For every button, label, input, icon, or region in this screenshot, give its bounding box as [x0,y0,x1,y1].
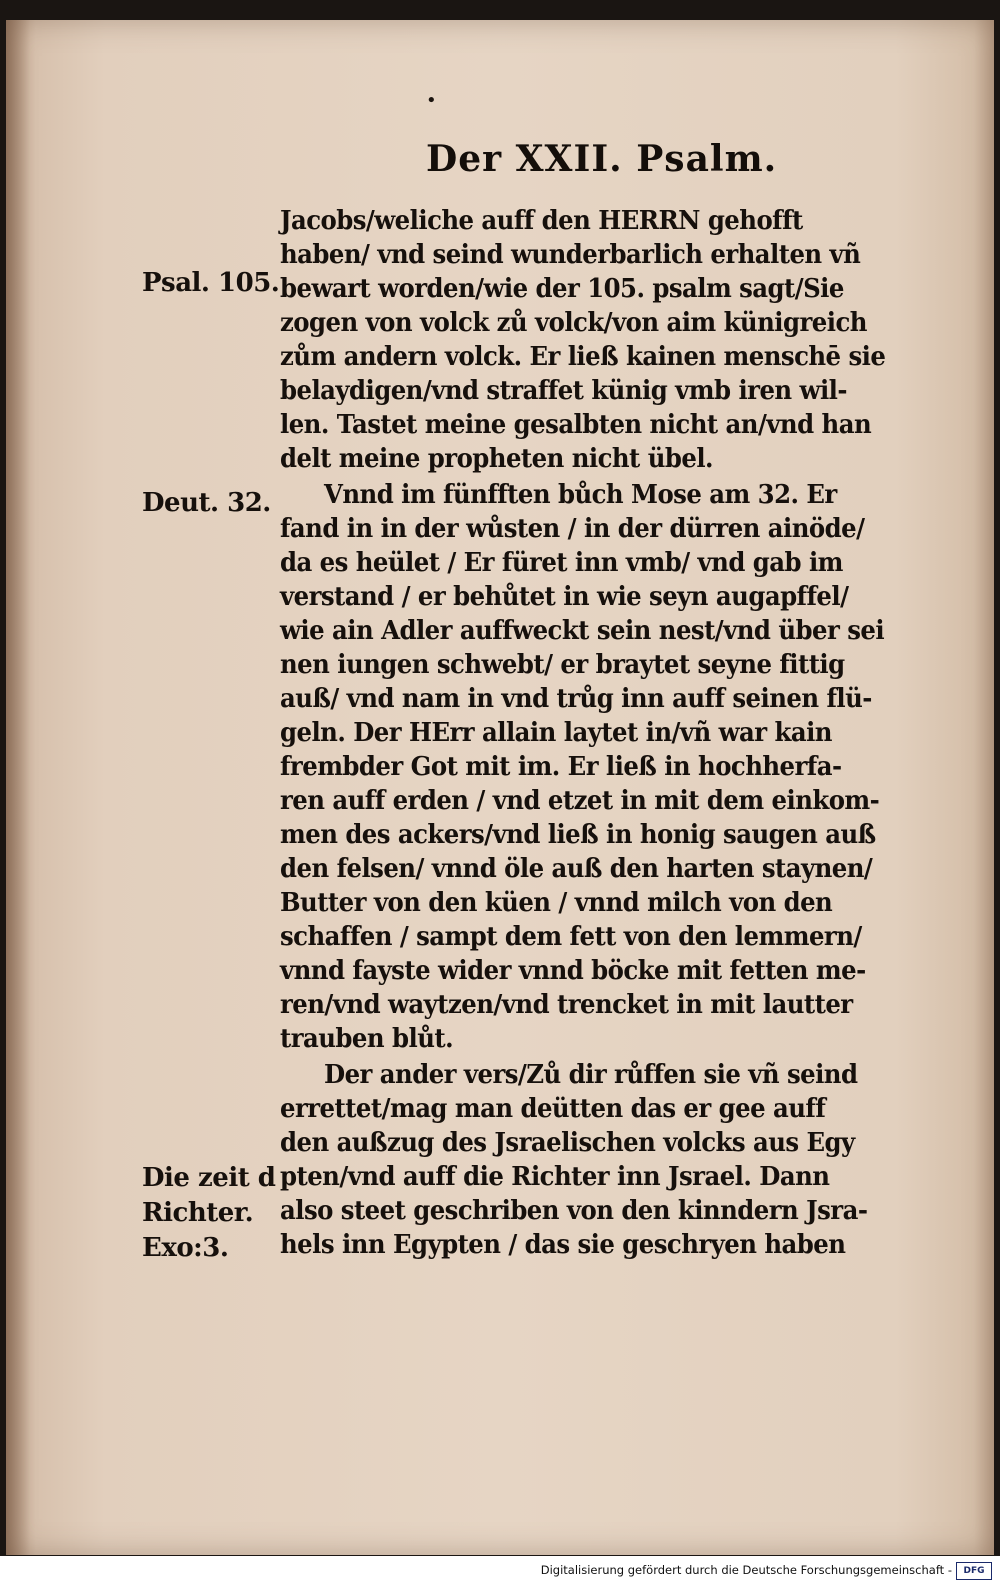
text-line: vnnd fayste wider vnnd böcke mit fetten me- [280,955,866,986]
dfg-logo-icon: DFG [956,1562,992,1580]
text-line: ren/vnd waytzen/vnd trencket in mit lautter [280,989,853,1020]
text-line: ren auff erden / vnd etzet in mit dem einkom- [280,785,880,816]
footer-bar [0,1556,1000,1588]
margin-note-richter: Richter. [142,1198,254,1228]
text-line: verstand / er behůtet in wie seyn augapffel/ [280,581,849,612]
margin-note-deut: Deut. 32. [142,488,271,518]
text-line: fand in in der wůsten / in der dürren ainöde/ [280,513,865,544]
text-line: Jacobs/weliche auff den HERRN gehofft [280,205,803,236]
text-line: wie ain Adler auffweckt sein nest/vnd über sei [280,615,885,646]
text-line: Butter von den küen / vnnd milch von den [280,887,833,918]
text-line: den außzug des Jsraelischen volcks aus Egy [280,1127,855,1158]
text-line: den felsen/ vnnd öle auß den harten staynen/ [280,853,873,884]
margin-note-exo: Exo:3. [142,1233,229,1263]
text-line: also steet geschriben von den kinndern Jsra- [280,1195,868,1226]
text-line: auß/ vnd nam in vnd trůg inn auff seinen flü- [280,683,872,714]
text-line: schaffen / sampt dem fett von den lemmern/ [280,921,862,952]
running-title: Der XXII. Psalm. [426,138,778,180]
text-line: pten/vnd auff die Richter inn Jsrael. Dann [280,1161,830,1192]
text-line: trauben blůt. [280,1023,454,1054]
text-line: men des ackers/vnd ließ in honig saugen auß [280,819,876,850]
text-line: errettet/mag man deütten das er gee auff [280,1093,826,1124]
text-line: geln. Der HErr allain laytet in/vñ war kain [280,717,832,748]
text-line: belaydigen/vnd straffet künig vmb iren wil- [280,375,847,406]
text-line: nen iungen schwebt/ er braytet seyne fittig [280,649,845,680]
text-line: Der ander vers/Zů dir růffen sie vñ seind [324,1059,858,1090]
text-line: da es heület / Er füret inn vmb/ vnd gab im [280,547,843,578]
text-line: frembder Got mit im. Er ließ in hochherfa- [280,751,842,782]
text-line: zogen von volck zů volck/von aim künigreich [280,307,867,338]
text-line: delt meine propheten nicht übel. [280,443,713,474]
margin-note-zeit: Die zeit d [142,1163,276,1193]
margin-note-psal: Psal. 105. [142,268,280,298]
ornament-mark: • [426,90,437,111]
text-line: bewart worden/wie der 105. psalm sagt/Sie [280,273,844,304]
text-line: hels inn Egypten / das sie geschryen haben [280,1229,846,1260]
text-line: zům andern volck. Er ließ kainen menschē sie [280,341,886,372]
text-line: haben/ vnd seind wunderbarlich erhalten vñ [280,239,861,270]
text-line: len. Tastet meine gesalbten nicht an/vnd han [280,409,872,440]
book-page [6,20,994,1555]
text-line: Vnnd im fünfften bůch Mose am 32. Er [324,479,837,510]
funding-credit: Digitalisierung gefördert durch die Deutsche Forschungsgemeinschaft - [540,1563,952,1577]
